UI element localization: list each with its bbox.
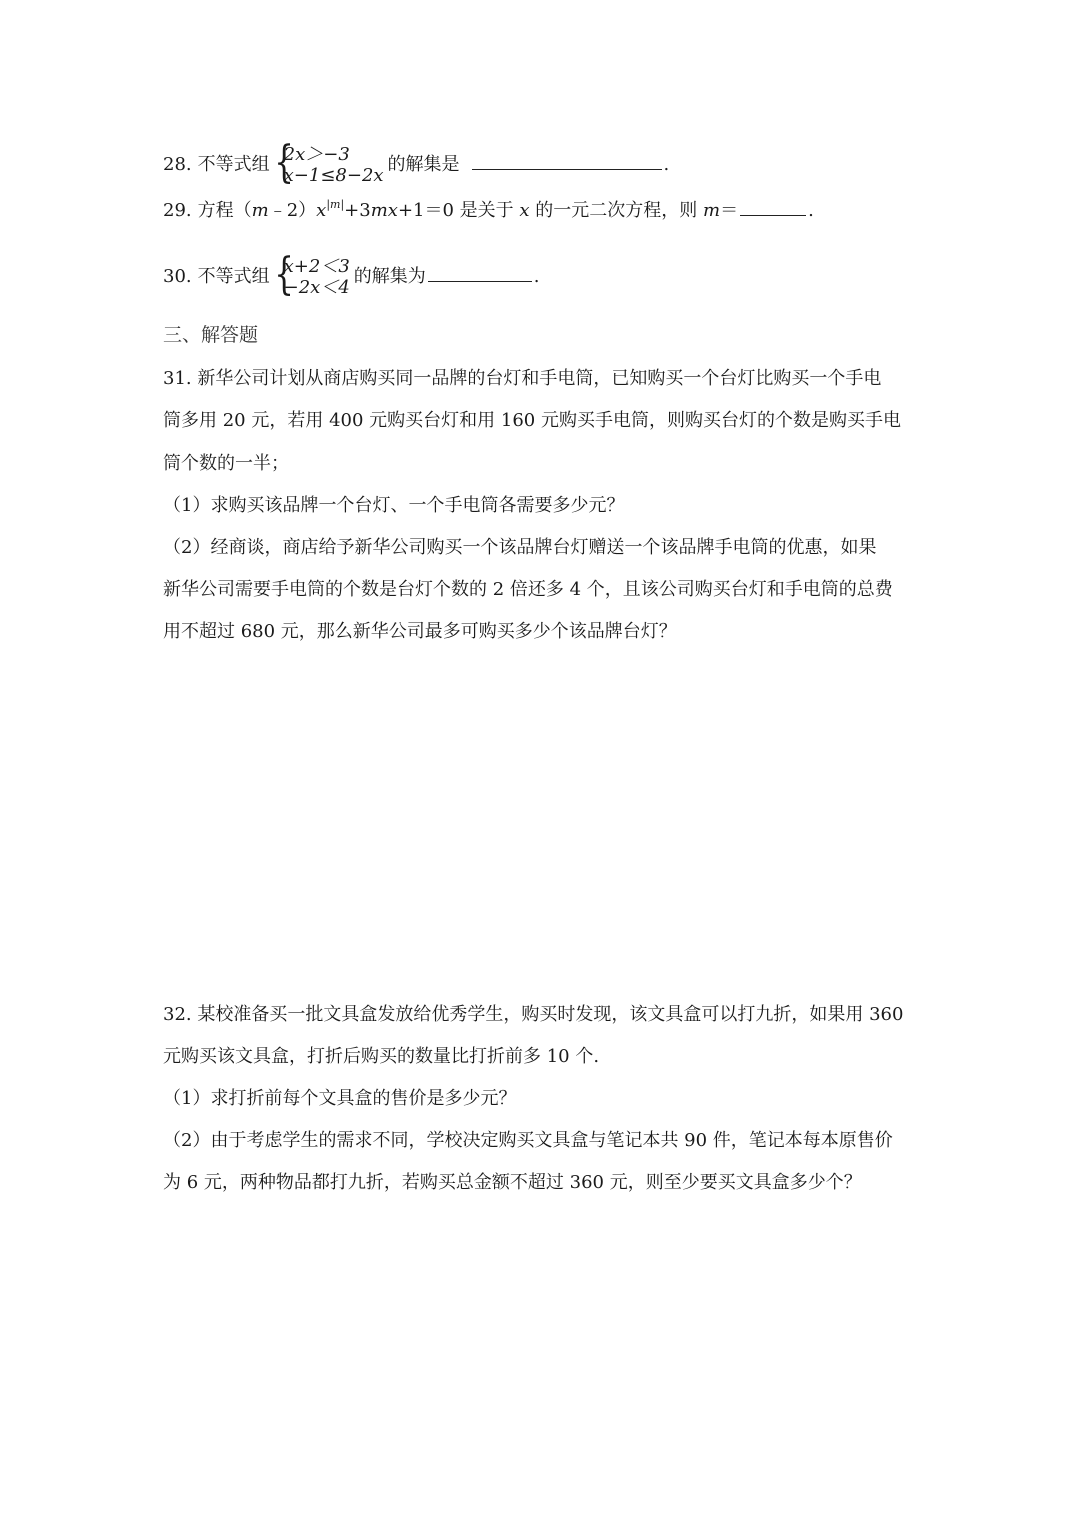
question-end: . [663,154,670,175]
q29-text-a: 方程（ [197,200,252,221]
q31-line-1: 31. 新华公司计划从商店购买同一品牌的台灯和手电筒，已知购买一个台灯比购买一个手电 [163,368,882,389]
question-number: 29. [163,200,192,221]
q31-part-2-line-2: 新华公司需要手电筒的个数是台灯个数的 2 倍还多 4 个，且该公司购买台灯和手电筒的总费 [163,579,893,600]
answer-blank[interactable] [472,151,662,170]
inequality-2: x−1≤8−2x [283,165,384,186]
question-30 [163,249,540,300]
q29-text-b: ﹣2） [268,200,317,221]
q32-part-1: （1）求打折前每个文具盒的售价是多少元？ [163,1088,517,1109]
q32-part-2-line-1: （2）由于考虑学生的需求不同，学校决定购买文具盒与笔记本共 90 件，笔记本每本原售价 [163,1130,893,1151]
q32-part-2-line-2: 为 6 元，两种物品都打九折，若购买总金额不超过 360 元，则至少要买文具盒多少个？ [163,1172,862,1193]
question-number: 30. [163,266,192,287]
brace-icon: { [273,137,294,188]
q29-var-x: x [316,200,327,221]
q29-text-e: 的一元二次方程，则 [535,200,698,221]
q32-line-1: 32. 某校准备买一批文具盒发放给优秀学生，购买时发现，该文具盒可以打九折，如果用 360 [163,1004,904,1025]
q29-text-f: ＝ [720,200,739,221]
q31-part-1: （1）求购买该品牌一个台灯、一个手电筒各需要多少元？ [163,495,625,516]
q31-line-3: 筒个数的一半； [163,453,289,474]
question-suffix: 的解集是 [387,154,460,175]
question-end: . [808,200,814,221]
question-prefix: 不等式组 [197,266,270,287]
inequality-1: x+2＜3 [283,256,350,277]
q29-var-m: m [251,200,269,221]
inequality-1: 2x＞−3 [283,144,350,165]
question-29 [163,197,814,226]
q29-var-x2: x [519,200,530,221]
answer-blank[interactable] [740,197,806,216]
q29-text-d: +1＝0 是关于 [397,200,514,221]
q29-exponent: |m| [326,198,345,211]
question-28 [163,137,670,188]
inequality-system [272,137,384,188]
q31-line-2: 筒多用 20 元，若用 400 元购买台灯和用 160 元购买手电筒，则购买台灯的个数是购买手电 [163,410,901,431]
q32-line-2: 元购买该文具盒，打折后购买的数量比打折前多 10 个. [163,1046,600,1067]
brace-icon: { [273,249,294,300]
q31-part-2-line-3: 用不超过 680 元，那么新华公司最多可购买多少个该品牌台灯？ [163,621,677,642]
answer-blank[interactable] [428,263,532,282]
question-suffix: 的解集为 [353,266,426,287]
q31-part-2-line-1: （2）经商谈，商店给予新华公司购买一个该品牌台灯赠送一个该品牌手电筒的优惠，如果 [163,537,877,558]
inequality-2: −2x＜4 [283,277,350,298]
question-number: 28. [163,154,192,175]
q29-text-c: +3 [344,200,371,221]
section-title: 三、解答题 [163,324,259,346]
question-end: . [533,266,540,287]
inequality-system [272,249,350,300]
q29-var-mx: mx [370,200,398,221]
question-prefix: 不等式组 [197,154,270,175]
q29-var-m2: m [703,200,721,221]
